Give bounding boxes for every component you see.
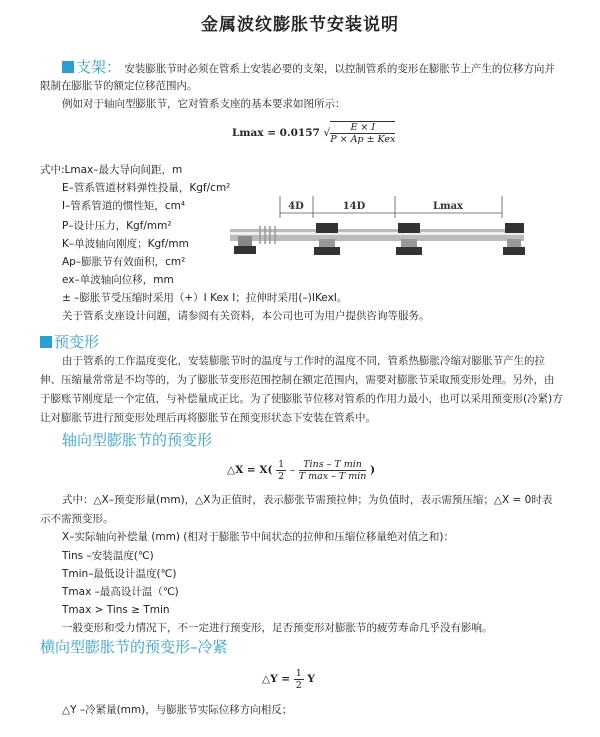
dimension-lines (280, 196, 502, 218)
def-i: I–管系管道的惯性矩，cm⁴ (62, 200, 186, 212)
axial-line: Tins –安装温度(℃) (62, 550, 154, 562)
support-heading: 支架： (62, 58, 121, 76)
page-title: 金属波纹膨胀节安装说明 (201, 15, 399, 35)
support-intro-cont: 限制在膨胀节的额定位移范围内。 (40, 80, 198, 92)
dim-label-4d: 4D (288, 201, 304, 212)
square-bullet-icon (62, 61, 74, 73)
lateral-line: △Y –冷紧量(mm)，与膨胀节实际位移方向相反； (62, 704, 293, 716)
predeform-para-line: 于膨账节刚度是一个定值，与补偿量成正比。为了使膨胀节位移对管系的作用力最小，也可以采用预变形(冷紧)方 (40, 393, 563, 405)
axial-line: X–实际轴向补偿量 (mm) (相对于膨胀节中间状态的拉伸和压缩位移量绝对值之和)： (62, 531, 454, 543)
axial-line: Tmax –最高设计温（℃) (62, 586, 179, 598)
dim-label-lmax: Lmax (432, 201, 464, 212)
axial-line: Tmin–最低设计温度(℃) (62, 568, 177, 580)
axial-heading: 轴向型膨胀节的预变形 (62, 431, 213, 449)
lateral-formula: △Y = $\frac{1}{2}$ Y (262, 667, 315, 691)
support-intro-text: 安装膨胀节时必须在管系上安装必要的支架，以控制管系的变形在膨胀节上产生的位移方向并 (124, 63, 555, 75)
axial-formula: △X = X( $\frac{1}{2}$ – $\frac{\text{Tins – T min}}{\text{T max – T min}}$ ) (227, 458, 376, 482)
support-diagram (228, 192, 528, 264)
lateral-heading: 横向型膨胀节的预变形–冷紧 (40, 638, 228, 656)
def-lmax: 式中:Lmax–最大导向间距，m (40, 164, 183, 176)
axial-line: 示不需预变形。 (40, 513, 114, 525)
square-bullet-icon (40, 336, 52, 348)
lmax-formula: Lmax = 0.0157 √ $\frac{E \times I}{\text{P × Ap ± Kex}}$ (232, 122, 396, 145)
predeform-heading: 预变形 (40, 333, 99, 351)
def-ap: Ap–膨胀节有效面积，cm² (62, 256, 186, 268)
def-sign: ± –膨胀节受压缩时采用（+）I Kex I；拉伸时采用(–)IKexI。 (62, 292, 348, 304)
def-e: E–管系管道材料弹性投量，Kgf/cm² (62, 182, 231, 194)
support-intro (62, 58, 555, 76)
predeform-para-line: 伸、压缩量常常是不均等的，为了膨胀节变形范围控制在额定范围内，需要对膨胀节采取预变形处理。另外，由 (40, 374, 555, 386)
axial-line: 一般变形和受力情况下，不一定进行预变形，足否预变形对膨胀节的疲劳寿命几乎没有影响。 (62, 622, 493, 634)
support-example: 例如对于轴向型膨胀节，它对管系支座的基本要求如图所示： (62, 98, 346, 110)
dim-label-14d: 14D (342, 201, 366, 212)
support-note: 关于管系支座设计问题，请参阅有关资料，本公司也可为用户提供咨询等服务。 (62, 310, 430, 322)
axial-line: Tmax > Tins ≥ Tmin (62, 604, 170, 616)
def-p: P–设计压力，Kgf/mm² (62, 220, 172, 232)
predeform-para-line: 由于管系的工作温度变化，安装膨胀节时的温度与工作时的温度不同，管系热膨胀冷缩对膨胀节产生的拉 (62, 355, 545, 367)
axial-line: 式中：△X–预变形量(mm)，△X为正值时，表示膨张节需预拉伸；为负值时，表示需预压缩；△X = 0时表 (62, 494, 553, 506)
predeform-para-line: 让对膨胀节进行预变形处理后再将膨胀节在预变形状态下安装在管系中。 (40, 412, 376, 424)
def-k: K–单波轴向刚度；Kgf/mm (62, 238, 189, 250)
def-ex: ex–单波轴向位移，mm (62, 274, 174, 286)
